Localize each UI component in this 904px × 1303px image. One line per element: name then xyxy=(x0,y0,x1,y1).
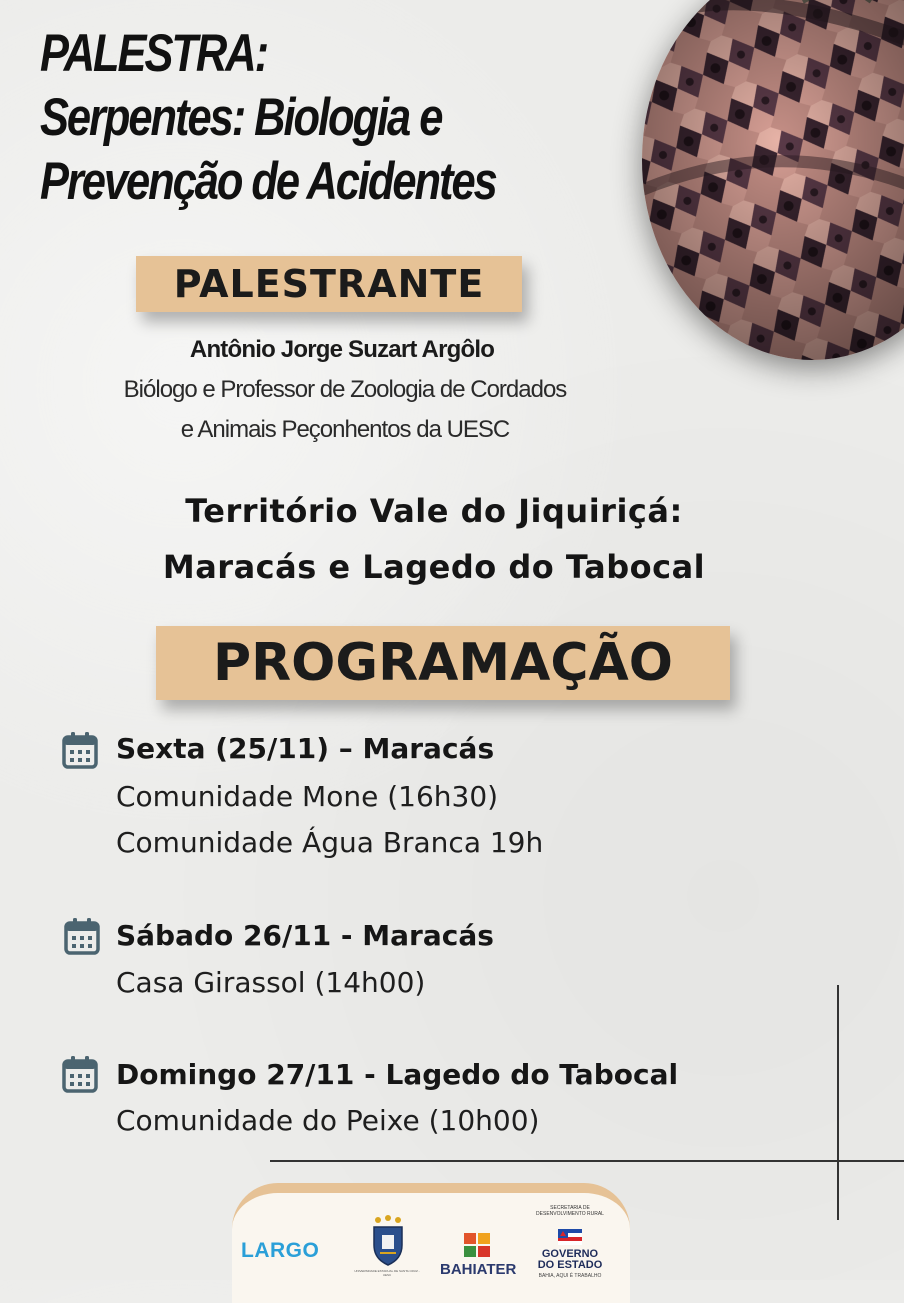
event-1-line-1: Comunidade Mone (16h30) xyxy=(116,780,499,813)
speaker-role-line-1: Biólogo e Professor de Zoologia de Cordados xyxy=(123,376,567,403)
programacao-banner: PROGRAMAÇÃO xyxy=(156,626,730,700)
gov-main-line-1: GOVERNO xyxy=(541,1248,599,1260)
event-1-title: Sexta (25/11) – Maracás xyxy=(116,732,495,765)
decorative-vertical-line xyxy=(837,985,839,1220)
event-3-title: Domingo 27/11 - Lagedo do Tabocal xyxy=(116,1058,679,1091)
title-line-3: Prevenção de Acidentes xyxy=(40,152,496,211)
event-1-line-2: Comunidade Água Branca 19h xyxy=(116,826,544,859)
uesc-emblem-icon xyxy=(368,1215,408,1271)
event-3-line-1: Comunidade do Peixe (10h00) xyxy=(116,1104,540,1137)
speaker-role-line-2: e Animais Peçonhentos da UESC xyxy=(180,416,510,443)
calendar-icon xyxy=(64,917,100,955)
territory-line-2: Maracás e Lagedo do Tabocal xyxy=(162,548,706,586)
gov-sub-text: BAHIA, AQUI É TRABALHO xyxy=(538,1273,602,1279)
calendar-icon xyxy=(62,731,98,769)
snake-photo xyxy=(642,0,904,360)
palestrante-banner: PALESTRANTE xyxy=(136,256,522,312)
speaker-name: Antônio Jorge Suzart Argôlo xyxy=(189,336,495,363)
uesc-caption: UNIVERSIDADE ESTADUAL DE SANTA CRUZ - UESC xyxy=(354,1269,420,1277)
gov-main-line-2: DO ESTADO xyxy=(537,1259,603,1271)
title-line-1: PALESTRA: xyxy=(40,24,268,83)
gov-main-text xyxy=(530,1249,610,1271)
gov-secretaria-text: SECRETARIA DE DESENVOLVIMENTO RURAL xyxy=(536,1205,604,1217)
event-2-title: Sábado 26/11 - Maracás xyxy=(116,919,494,952)
calendar-icon xyxy=(62,1055,98,1093)
bahia-flag-icon xyxy=(558,1229,582,1249)
largo-logo: LARGO xyxy=(241,1239,320,1262)
territory-line-1: Território Vale do Jiquiriçá: xyxy=(185,492,683,530)
bahiater-icon xyxy=(464,1233,490,1261)
partner-logos xyxy=(232,1183,630,1303)
decorative-horizontal-line xyxy=(270,1160,904,1162)
event-title xyxy=(40,22,532,214)
bahiater-logo: BAHIATER xyxy=(440,1261,517,1278)
snake-skin-pattern xyxy=(642,0,904,360)
title-line-2: Serpentes: Biologia e xyxy=(40,88,442,147)
event-2-line-1: Casa Girassol (14h00) xyxy=(116,966,426,999)
